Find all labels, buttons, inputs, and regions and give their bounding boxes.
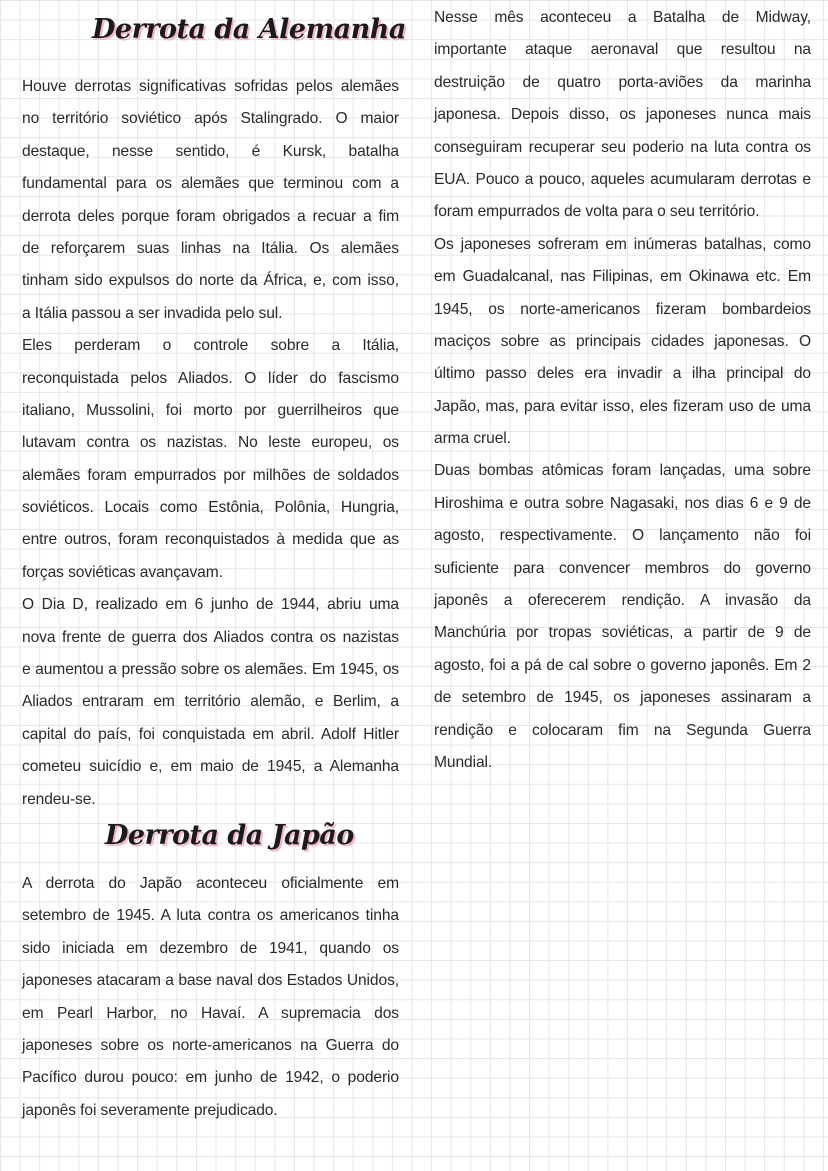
text-line: fundamental para os alemães que terminou com a [22,175,399,193]
text-line: Japão, mas, para evitar isso, eles fizeram uso de uma [434,397,811,415]
germany-defeat-text [22,71,399,816]
text-line: lutavam contra os nazistas. No leste europeu, os [22,434,399,452]
paragraph [22,330,399,589]
text-line: 1945, os norte-americanos fizeram bombardeios [434,300,811,318]
text-line: de setembro de 1945, os japoneses assinaram a [434,689,811,707]
text-line: Aliados entraram em território alemão, e Berlim, a [22,693,399,711]
text-line: capital do país, foi conquistada em abril. Adolf Hitler [22,725,399,743]
text-line: a Itália passou a ser invadida pelo sul. [22,304,283,322]
section-title-japan: Derrota da Japão [105,820,354,851]
text-line: setembro de 1945. A luta contra os americanos tinha [22,907,399,925]
text-line: japoneses sobre os norte-americanos na Guerra do [22,1036,399,1054]
text-line: O Dia D, realizado em 6 junho de 1944, abriu uma [22,596,399,614]
text-line: destruição de quatro porta-aviões da marinha [434,73,811,91]
text-line: soviéticos. Locais como Estônia, Polônia, Hungria, [22,499,399,517]
text-line: Eles perderam o controle sobre a Itália, [22,337,399,355]
text-line: no território soviético após Stalingrado. O maior [22,110,399,128]
text-line: Hiroshima e outra sobre Nagasaki, nos dias 6 e 9 de [434,494,811,512]
japan-defeat-text [22,868,399,1127]
text-line: A derrota do Japão aconteceu oficialmente em [22,875,399,892]
text-line: forças soviéticas avançavam. [22,563,223,581]
text-line: foram empurrados de volta para o seu território. [434,203,760,221]
japan-defeat-continued-text [434,2,811,779]
text-line: italiano, Mussolini, foi morto por guerrilheiros que [22,401,399,419]
text-line: Pacífico durou pouco: em junho de 1942, o poderio [22,1069,399,1087]
text-line: nova frente de guerra dos Aliados contra os nazistas [22,628,399,646]
text-line: japonês a oferecerem rendição. A invasão da [434,592,811,610]
paragraph [22,868,399,1127]
paragraph [434,229,811,456]
text-line: tinham sido expulsos do norte da África, e, com isso, [22,272,399,290]
text-line: Houve derrotas significativas sofridas pelos alemães [22,78,399,95]
text-line: conseguiram recuperar seu poderio na luta contra os [434,138,811,156]
text-line: maciços sobre as principais cidades japonesas. O [434,332,811,350]
text-line: Mundial. [434,753,493,771]
text-line: e aumentou a pressão sobre os alemães. Em 1945, os [22,661,399,679]
text-line: último passo deles era invadir a ilha principal do [434,365,811,383]
section-title-germany: Derrota da Alemanha [92,14,406,45]
text-line: rendição e colocaram fim na Segunda Guerra [434,721,811,739]
paragraph [22,589,399,816]
text-line: derrota deles porque foram obrigados a recuar a fim [22,207,399,225]
text-line: Manchúria por tropas soviéticas, a partir de 9 de [434,624,811,642]
text-line: arma cruel. [434,430,511,448]
text-line: de reforçarem suas linhas na Itália. Os alemães [22,239,399,257]
text-line: japonês foi severamente prejudicado. [22,1101,278,1119]
text-line: EUA. Pouco a pouco, aqueles acumularam derrotas e [434,170,811,188]
text-line: Nesse mês aconteceu a Batalha de Midway, [434,9,811,26]
text-line: cometeu suicídio e, em maio de 1945, a Alemanha [22,758,399,776]
text-line: rendeu-se. [22,790,96,808]
text-line: japonesa. Depois disso, os japoneses nunca mais [434,106,811,124]
text-line: japoneses atacaram a base naval dos Estados Unidos, [22,972,399,990]
text-line: entre outros, foram reconquistados à medida que as [22,531,399,549]
text-line: Duas bombas atômicas foram lançadas, uma sobre [434,462,811,480]
text-line: sido iniciada em dezembro de 1941, quando os [22,939,399,957]
text-line: agosto, foi a pá de cal sobre o governo japonês. Em 2 [434,656,811,674]
text-line: suficiente para convencer membros do governo [434,559,811,577]
text-line: em Pearl Harbor, no Havaí. A supremacia dos [22,1004,399,1022]
paragraph [434,455,811,779]
text-line: destaque, nesse sentido, é Kursk, batalha [22,142,399,160]
text-line: agosto, respectivamente. O lançamento não foi [434,527,811,545]
paragraph [22,71,399,330]
text-line: alemães foram empurrados por milhões de soldados [22,466,399,484]
text-line: importante ataque aeronaval que resultou na [434,41,811,59]
text-line: reconquistada pelos Aliados. O líder do fascismo [22,369,399,387]
text-line: em Guadalcanal, nas Filipinas, em Okinawa etc. Em [434,268,811,286]
text-line: Os japoneses sofreram em inúmeras batalhas, como [434,235,811,253]
paragraph [434,2,811,229]
